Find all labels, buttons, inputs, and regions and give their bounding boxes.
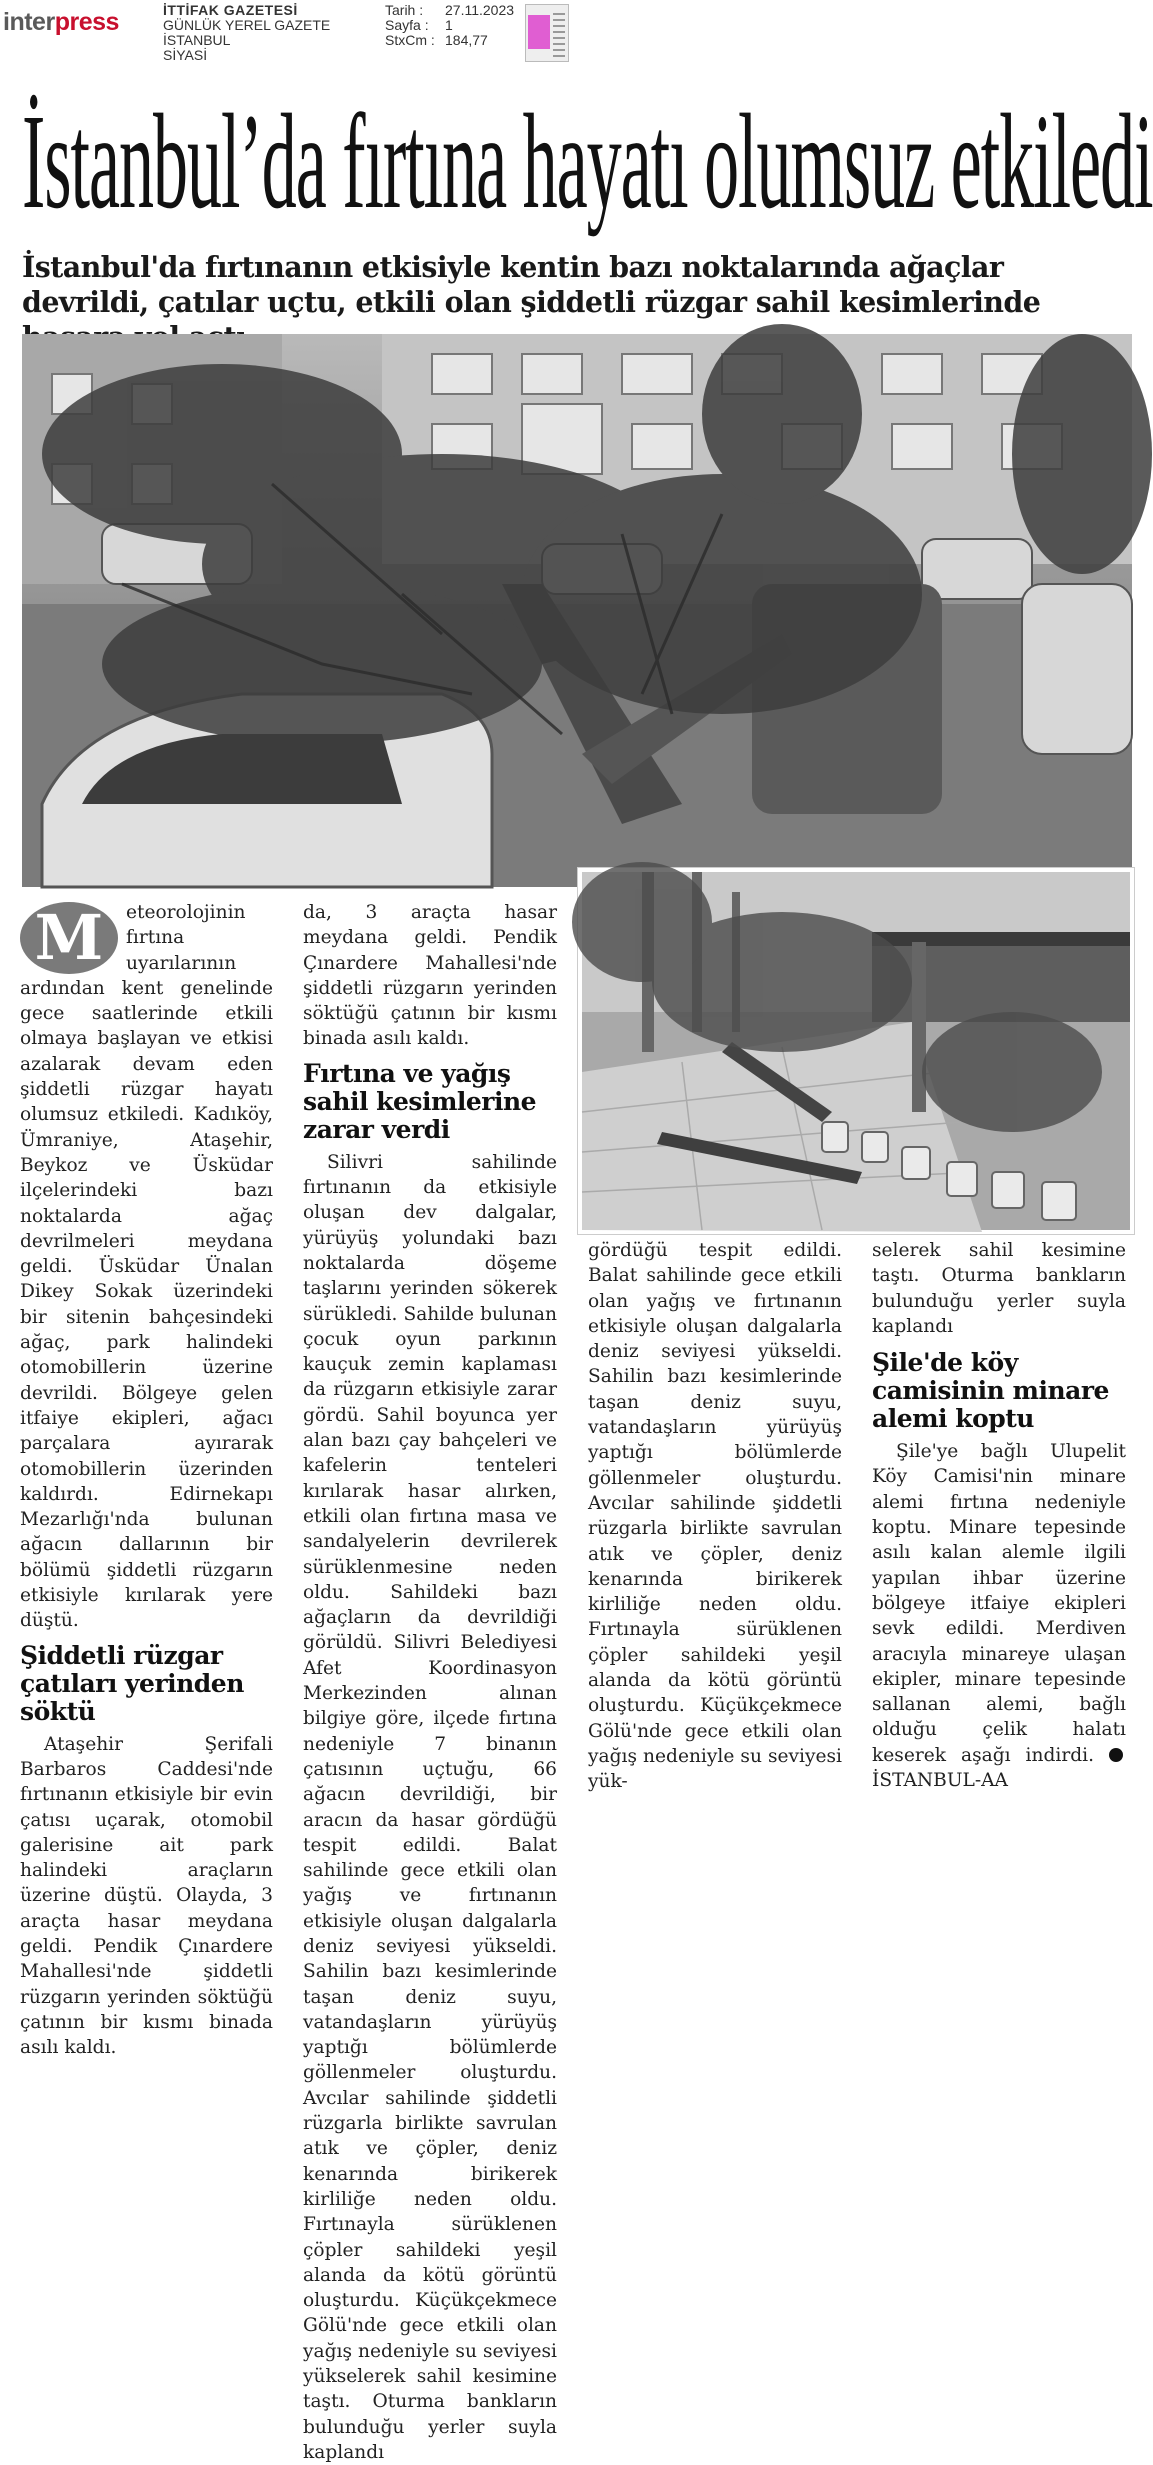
publication-frequency: GÜNLÜK YEREL GAZETE <box>163 17 331 33</box>
publication-info <box>163 3 330 63</box>
page-thumbnail <box>525 4 569 62</box>
paragraph-sile: Şile'ye bağlı Ulupelit Köy Camisi'nin minare alemi fırtına nedeniyle koptu. Minare tepesinde asılı kalan alemle ilgili yapılan ihbar üzerine bölgeye itfaiye ekipleri sevk edildi. Merdiven aracıyla minareye ulaşan ekipler, minare tepesinde sallanan alemi, bağlı olduğu çelik halatı keserek aşağı indirdi. İSTANBUL-AA <box>872 1441 1126 1792</box>
clipping-header <box>0 0 600 64</box>
deck-subheadline: İstanbul'da fırtınanın etkisiyle kentin bazı noktalarında ağaçlar devrildi, çatılar uçtu, etkili olan şiddetli rüzgar sahil kesimlerinde <box>22 250 1041 319</box>
paragraph-roofs-tail: da, 3 araçta hasar meydana geldi. Pendik Çınardere Mahallesi'nde şiddetli rüzgarın yerinden söktüğü çatının bir kısmı binada asılı kaldı. <box>303 902 557 1050</box>
article-column-2-body <box>303 900 557 2463</box>
interpress-logo: interpress <box>3 8 119 36</box>
paragraph-roofs: Ataşehir Şerifali Barbaros Caddesi'nde fırtınanın etkisiyle bir evin çatısı uçarak, otomobil galerisine ait park halindeki araçların üzerine düştü. Olayda, 3 araçta hasar meydana geldi. Pendik Çınardere Mahallesi'nde şiddetli rüzgarın yerinden söktüğü çatının bir kısmı binada asılı kaldı. <box>20 1733 273 2059</box>
credit-bullet-icon <box>1109 1748 1123 1762</box>
intro-paragraph: eteorolojinin fırtına uyarılarının ardından kent genelinde gece saatlerinde etkili olmaya başlayan ve etkisi azalarak devam eden şiddetli rüzgar hayatı olumsuz etkiledi. Kadıköy, Ümraniye, Ataşehir, Beykoz ve Üsküdar ilçelerindeki bazı noktalarda ağaç devrilmeleri meydana geldi. Üsküdar Ünalan Dikey Sokak üzerindeki bir sitenin bahçesindeki ağaç, park halindeki otomobillerin üzerine devrildi. Bölgeye gelen itfaiye ekipleri, ağacı parçalara ayırarak otomobillerin üzerinden kaldırdı. Edirnekapı Mezarlığı'nda bulunan ağacın dallarının bir bölümü şiddetli rüzgarın etkisiyle kırılarak yere düştü. <box>20 902 273 1632</box>
subheading-coast: Fırtına ve yağış sahil kesimlerine zarar verdi <box>303 1058 537 1144</box>
article-column-3 <box>588 1238 842 1795</box>
publication-name: İTTİFAK GAZETESİ <box>163 2 298 18</box>
paragraph-coast: Silivri sahilinde fırtınanın da etkisiyle oluşan dev dalgalar, yürüyüş yolundaki bazı noktalarda döşeme taşlarını yerinden sökerek sürükledi. Sahilde bulunan çocuk oyun parkının kauçuk zemin kaplaması da rüzgarın etkisiyle zarar gördü. Sahil boyunca yer alan bazı çay bahçeleri ve kafelerin tenteleri kırılarak hasar alırken, etkili olan fırtına masa ve sandalyelerin devrilerek sürüklenmesine neden oldu. Sahildeki bazı ağaçların da devrildiği görüldü. Silivri Belediyesi Afet Koordinasyon Merkezinden alınan bilgiye göre, ilçede fırtına nedeniyle 7 binanın çatısının uçtuğu, 66 ağacın devrildiği, bir aracın da hasar gördüğü tespit edildi. Balat sahilinde gece etkili olan yağış ve fırtınanın etkisiyle oluşan dalgalarla deniz seviyesi yükseldi. Sahilin bazı kesimlerinde taşan deniz suyu, vatandaşların yürüyüş yaptığı bölümlerde göllenmeler oluşturdu. Avcılar sahilinde şiddetli rüzgarla birlikte savrulan atık ve çöpler, deniz kenarında birikerek kirliliğe neden oldu. Fırtınayla sürüklenen çöpler sahildeki yeşil alanda da kötü görüntü oluşturdu. Küçükçekmece Gölü'nde gece etkili olan yağış nedeniyle su seviyesi yükselerek sahil kesimine taştı. Oturma bankların bulunduğu yerler suyla kaplandı <box>303 1151 557 2463</box>
subheading-roofs: Şiddetli rüzgar çatıları yerinden söktü <box>20 1640 244 1726</box>
meta-page: Sayfa : 1 <box>385 17 453 33</box>
clipping-meta <box>385 3 514 48</box>
subheading-sile: Şile'de köy camisinin minare alemi koptu <box>872 1348 1109 1434</box>
article-column-1 <box>20 900 273 2059</box>
dropcap-letter: M <box>20 902 118 974</box>
publication-city: İSTANBUL <box>163 32 231 48</box>
publication-category: SİYASİ <box>163 47 208 63</box>
paragraph-lake-continued: selerek sahil kesimine taştı. Oturma bankların bulunduğu yerler suyla kaplandı <box>872 1240 1126 1337</box>
inset-photo-park-fallen-tree <box>578 868 1134 1234</box>
article-column-4 <box>872 1238 1126 1793</box>
headline: İstanbul’da fırtına hayatı olumsuz etkiledi <box>22 87 1153 237</box>
paragraph-coast-continued: gördüğü tespit edildi. Balat sahilinde gece etkili olan yağış ve fırtınanın etkisiyle oluşan dalgalarla deniz seviyesi yükseldi. Sahilin bazı kesimlerinde taşan deniz suyu, vatandaşların yürüyüş yaptığı bölümlerde göllenmeler oluşturdu. Avcılar sahilinde şiddetli rüzgarla birlikte savrulan atık ve çöpler, deniz kenarında birikerek kirliliğe neden oldu. Fırtınayla sürüklenen çöpler sahildeki yeşil alanda da kötü görüntü oluşturdu. Küçükçekmece Gölü'nde gece etkili olan yağış nedeniyle su seviyesi yük- <box>588 1240 842 1793</box>
meta-date: Tarih : 27.11.2023 <box>385 2 515 18</box>
news-agency-credit: İSTANBUL-AA <box>872 1770 1008 1792</box>
meta-stxcm: StxCm : 184,77 <box>385 32 488 48</box>
main-photo-fallen-tree <box>22 334 1132 887</box>
